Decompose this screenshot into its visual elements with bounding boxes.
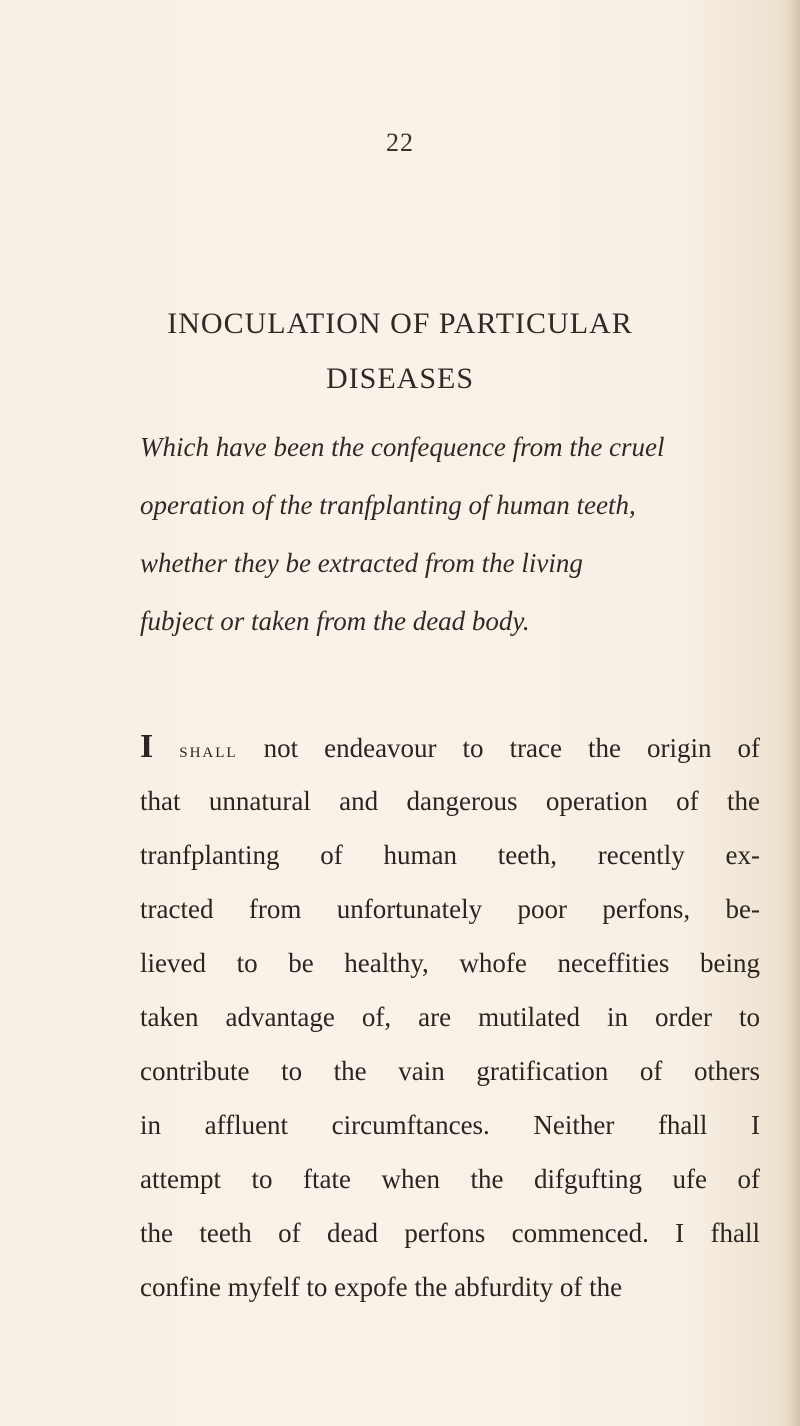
subtitle-line: fubject or taken from the dead body. (140, 606, 530, 636)
subtitle-line: operation of the tranfplanting of human teeth, (140, 490, 636, 520)
body-line: attempt to ftate when the difgufting ufe of (140, 1164, 760, 1194)
subtitle-line: whether they be extracted from the living (140, 548, 583, 578)
body-line: that unnatural and dangerous operation of the (140, 786, 760, 816)
subtitle-line: Which have been the confequence from the cruel (140, 432, 665, 462)
body-line: tracted from unfortunately poor perfons, be- (140, 894, 760, 924)
body-line: confine myfelf to expofe the abfurdity of the (140, 1272, 623, 1302)
body-line: contribute to the vain gratification of others (140, 1056, 760, 1086)
chapter-title-line-1: INOCULATION OF PARTICULAR (167, 307, 633, 340)
body-line: the teeth of dead perfons commenced. I fhall (140, 1218, 760, 1248)
body-line: taken advantage of, are mutilated in order to (140, 1002, 760, 1032)
page-edge-shadow (786, 0, 800, 1426)
chapter-title-line-2: DISEASES (325, 362, 475, 395)
body-line: tranfplanting of human teeth, recently ex- (140, 840, 760, 870)
first-line-text: not endeavour to trace the origin of (237, 733, 760, 763)
body-line: lieved to be healthy, whofe neceffities being (140, 948, 760, 978)
drop-cap: I (140, 728, 154, 765)
body-line-first (140, 720, 760, 774)
page-number: 22 (386, 128, 414, 157)
body-line: in affluent circumftances. Neither fhall I (140, 1110, 760, 1140)
small-caps-word: shall (179, 737, 238, 762)
body-paragraph (140, 720, 760, 1314)
chapter-subtitle (140, 418, 760, 650)
